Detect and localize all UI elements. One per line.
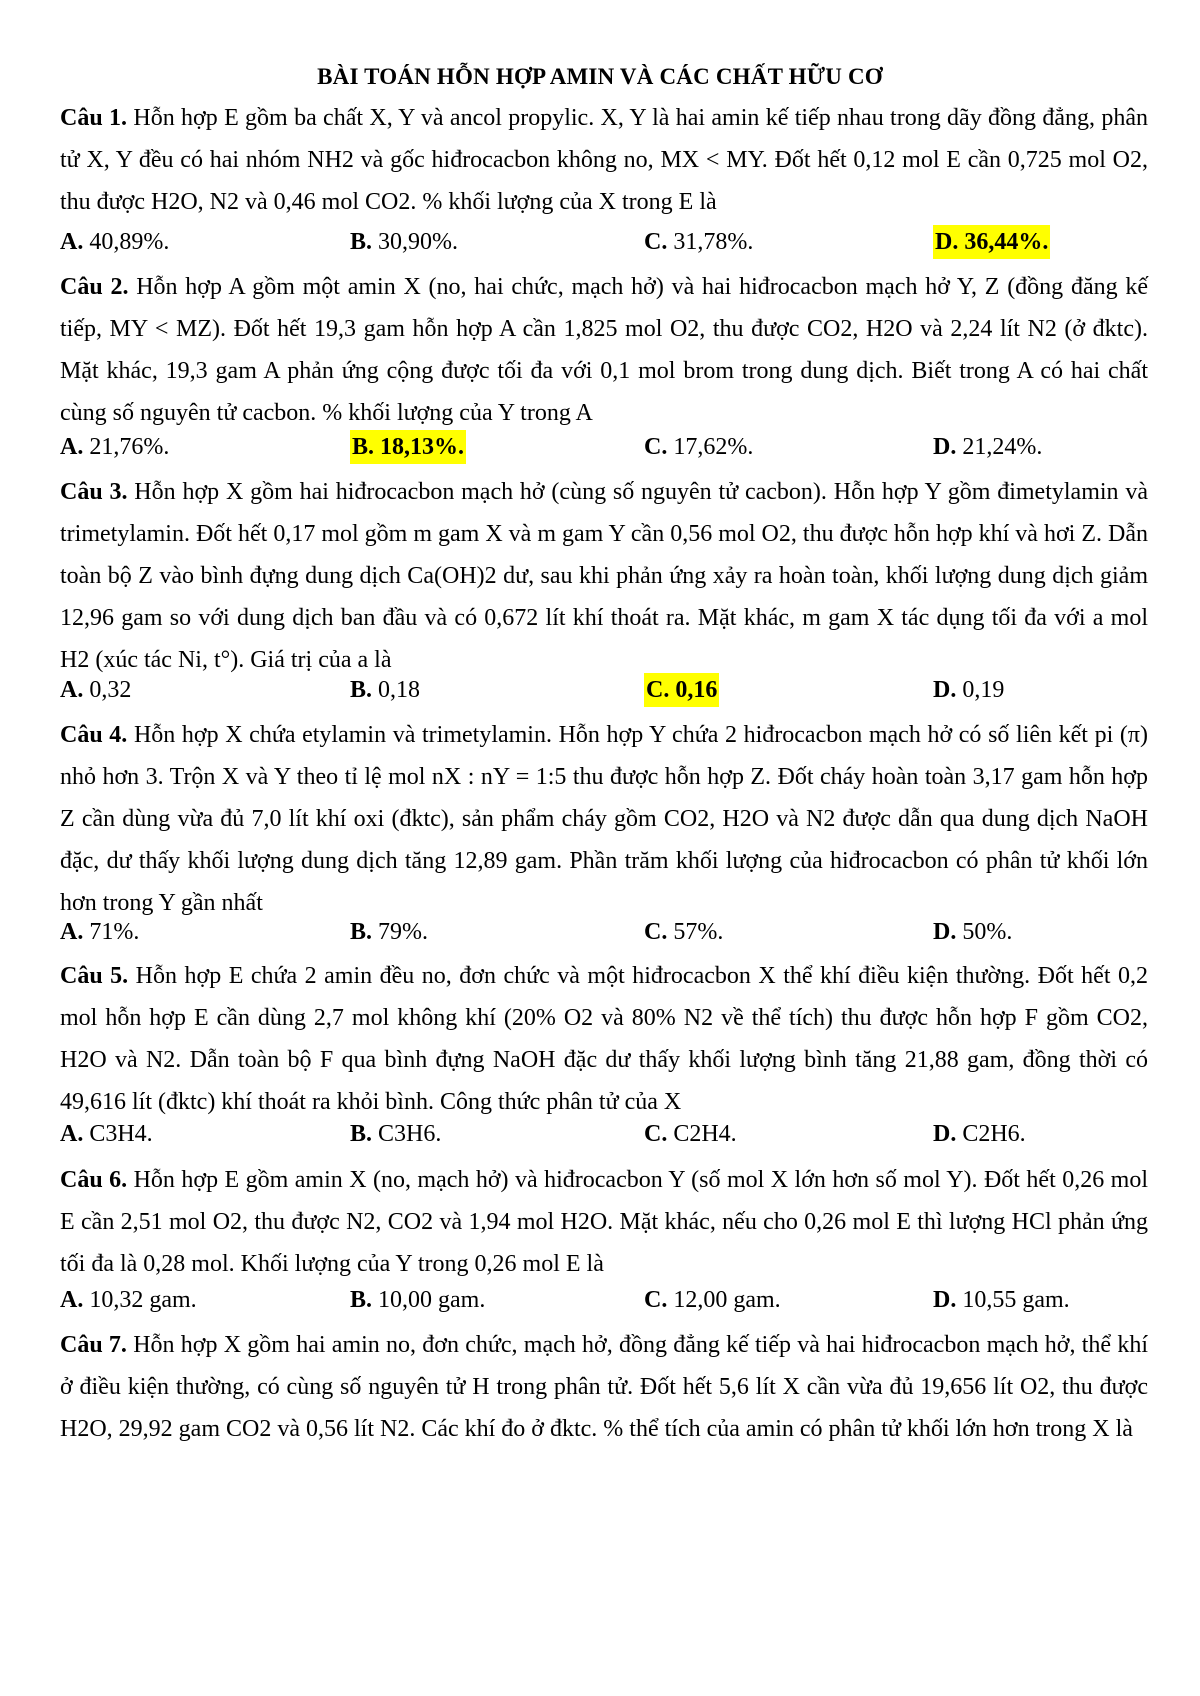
question-text: Hỗn hợp E gồm amin X (no, mạch hở) và hiđrocacbon Y (số mol X lớn hơn số mol Y). Đốt hết 0,26 mol E cần 2,51 mol O2, thu được N2, CO2 và 1,94 mol H2O. Mặt khác, nếu cho 0,26 mol E thì lượng HCl phản ứng tối đa là 0,28 mol. Khối lượng của Y trong 0,26 mol E là bbox=[60, 1167, 1148, 1277]
question-text: Hỗn hợp E gồm ba chất X, Y và ancol propylic. X, Y là hai amin kế tiếp nhau trong dãy đồng đẳng, phân tử X, Y đều có hai nhóm NH2 và gốc hiđrocacbon không no, MX < MY. Đốt hết 0,12 mol E cần 0,725 mol O2, thu được H2O, N2 và 0,46 mol CO2. % khối lượng của X trong E là bbox=[60, 105, 1149, 215]
question-3 bbox=[60, 471, 1148, 681]
question-7 bbox=[60, 1324, 1148, 1450]
question-1-options bbox=[60, 225, 1148, 259]
option-d: D. 10,55 gam. bbox=[933, 1287, 1070, 1313]
question-text: Hỗn hợp X gồm hai hiđrocacbon mạch hở (cùng số nguyên tử cacbon). Hỗn hợp Y gồm đimetylamin và trimetylamin. Đốt hết 0,17 mol gồm m gam X và m gam Y cần 0,56 mol O2, thu được hỗn hợp khí và hơi Z. Dẫn toàn bộ Z vào bình đựng dung dịch Ca(OH)2 dư, sau khi phản ứng xảy ra hoàn toàn, khối lượng dung dịch giảm 12,96 gam so với dung dịch ban đầu và có 0,672 lít khí thoát ra. Mặt khác, m gam X tác dụng tối đa với a mol H2 (xúc tác Ni, t°). Giá trị của a là bbox=[60, 479, 1149, 673]
question-2 bbox=[60, 266, 1148, 434]
option-d-highlighted-answer: D. 36,44%. bbox=[933, 225, 1050, 259]
document-title: BÀI TOÁN HỖN HỢP AMIN VÀ CÁC CHẤT HỮU CƠ bbox=[317, 64, 883, 89]
option-c-highlighted-answer: C. 0,16 bbox=[644, 673, 719, 707]
question-5 bbox=[60, 955, 1148, 1123]
option-c: C. 12,00 gam. bbox=[644, 1287, 781, 1313]
option-a: A. 21,76%. bbox=[60, 434, 170, 460]
option-b-highlighted-answer: B. 18,13%. bbox=[350, 430, 466, 464]
question-4 bbox=[60, 714, 1148, 924]
option-b: B. 79%. bbox=[350, 919, 429, 945]
option-b: B. 30,90%. bbox=[350, 229, 459, 255]
option-b: B. C3H6. bbox=[350, 1121, 442, 1147]
question-label: Câu 7. bbox=[60, 1332, 127, 1358]
question-6 bbox=[60, 1159, 1148, 1285]
question-text: Hỗn hợp X chứa etylamin và trimetylamin. Hỗn hợp Y chứa 2 hiđrocacbon mạch hở có số liên kết pi (π) nhỏ hơn 3. Trộn X và Y theo tỉ lệ mol nX : nY = 1:5 thu được hỗn hợp Z. Đốt cháy hoàn toàn 3,17 gam hỗn hợp Z cần dùng vừa đủ 7,0 lít khí oxi (đktc), sản phẩm cháy gồm CO2, H2O và N2 được dẫn qua dung dịch NaOH đặc, dư thấy khối lượng dung dịch tăng 12,89 gam. Phần trăm khối lượng của hiđrocacbon có phân tử khối lớn hơn trong Y gần nhất bbox=[60, 722, 1148, 916]
question-label: Câu 5. bbox=[60, 963, 129, 989]
question-text: Hỗn hợp X gồm hai amin no, đơn chức, mạch hở, đồng đẳng kế tiếp và hai hiđrocacbon mạch hở, thể khí ở điều kiện thường, có cùng số nguyên tử H trong phân tử. Đốt hết 5,6 lít X cần vừa đủ 19,656 lít O2, thu được H2O, 29,92 gam CO2 và 0,56 lít N2. Các khí đo ở đktc. % thể tích của amin có phân tử khối lớn hơn trong X là bbox=[60, 1332, 1148, 1442]
question-2-options bbox=[60, 430, 1148, 464]
option-a: A. 0,32 bbox=[60, 677, 132, 703]
question-label: Câu 6. bbox=[60, 1167, 128, 1193]
option-c: C. 17,62%. bbox=[644, 434, 754, 460]
question-text: Hỗn hợp E chứa 2 amin đều no, đơn chức và một hiđrocacbon X thể khí điều kiện thường. Đốt hết 0,2 mol hỗn hợp E cần dùng 2,7 mol không khí (20% O2 và 80% N2 về thể tích) thu được hỗn hợp F gồm CO2, H2O và N2. Dẫn toàn bộ F qua bình đựng NaOH đặc dư thấy khối lượng bình tăng 21,88 gam, đồng thời có 49,616 lít (đktc) khí thoát ra khỏi bình. Công thức phân tử của X bbox=[60, 963, 1148, 1115]
question-3-options bbox=[60, 673, 1148, 707]
question-label: Câu 4. bbox=[60, 722, 128, 748]
question-1 bbox=[60, 97, 1148, 223]
option-d: D. 0,19 bbox=[933, 677, 1005, 703]
question-6-options bbox=[60, 1283, 1148, 1317]
option-a: A. 40,89%. bbox=[60, 229, 170, 255]
option-c: C. 57%. bbox=[644, 919, 724, 945]
question-5-options bbox=[60, 1117, 1148, 1151]
option-a: A. 71%. bbox=[60, 919, 140, 945]
option-a: A. 10,32 gam. bbox=[60, 1287, 197, 1313]
option-a: A. C3H4. bbox=[60, 1121, 153, 1147]
option-c: C. C2H4. bbox=[644, 1121, 737, 1147]
question-label: Câu 1. bbox=[60, 105, 128, 131]
option-d: D. 21,24%. bbox=[933, 434, 1043, 460]
question-text: Hỗn hợp A gồm một amin X (no, hai chức, mạch hở) và hai hiđrocacbon mạch hở Y, Z (đồng đăng kế tiếp, MY < MZ). Đốt hết 19,3 gam hỗn hợp A cần 1,825 mol O2, thu được CO2, H2O và 2,24 lít N2 (ở đktc). Mặt khác, 19,3 gam A phản ứng cộng được tối đa với 0,1 mol brom trong dung dịch. Biết trong A có hai chất cùng số nguyên tử cacbon. % khối lượng của Y trong A bbox=[60, 274, 1149, 426]
question-label: Câu 2. bbox=[60, 274, 129, 300]
option-b: B. 10,00 gam. bbox=[350, 1287, 486, 1313]
option-d: D. 50%. bbox=[933, 919, 1013, 945]
option-b: B. 0,18 bbox=[350, 677, 421, 703]
option-d: D. C2H6. bbox=[933, 1121, 1026, 1147]
question-label: Câu 3. bbox=[60, 479, 128, 505]
question-4-options bbox=[60, 915, 1148, 949]
option-c: C. 31,78%. bbox=[644, 229, 754, 255]
